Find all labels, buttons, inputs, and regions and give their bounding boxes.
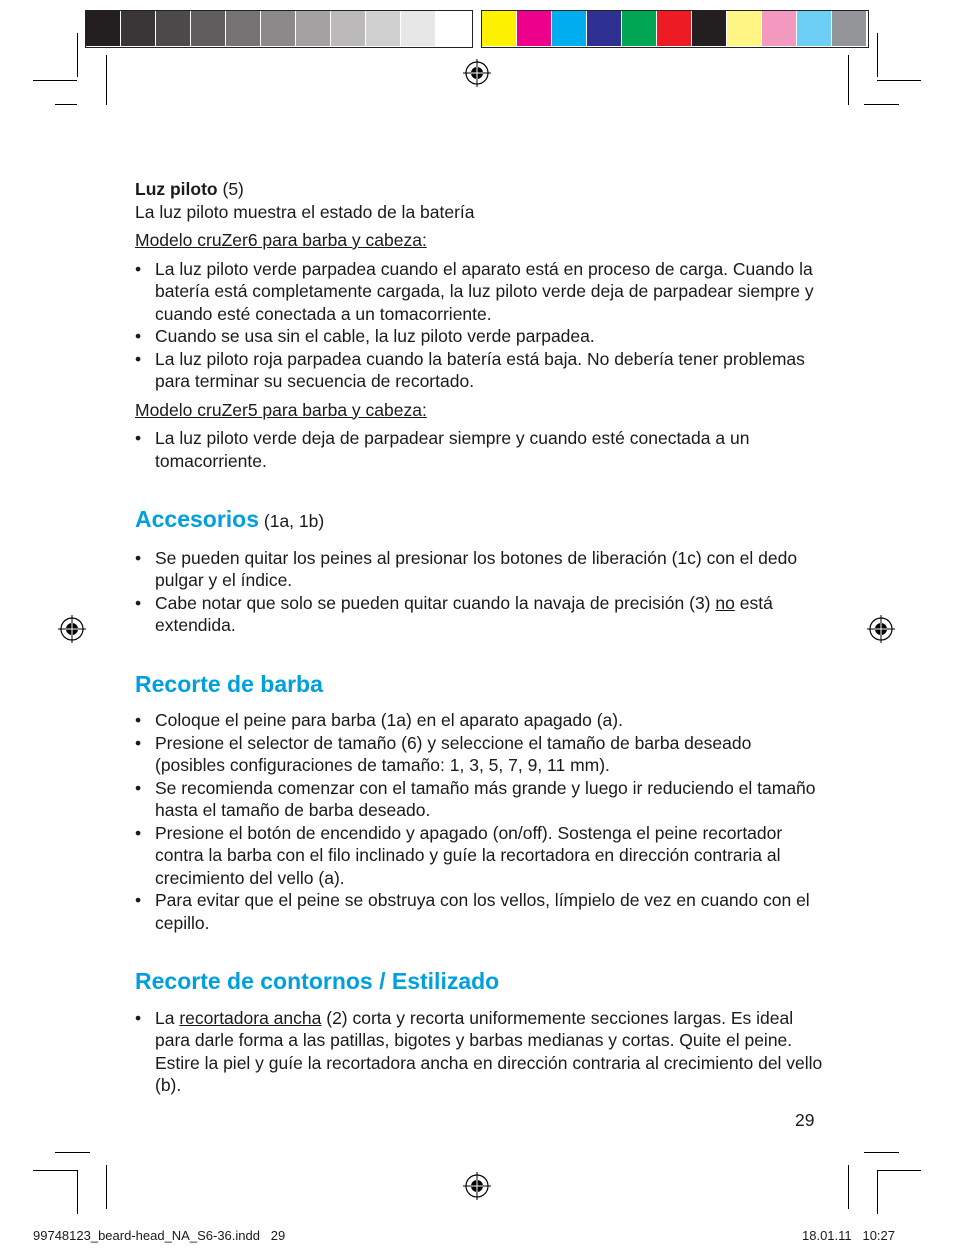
- luz-piloto-title-bold: Luz piloto: [135, 179, 218, 199]
- list-item: • Se pueden quitar los peines al presionar los botones de liberación (1c) con el dedo pulgar y el índice.: [135, 547, 825, 592]
- crop-mark: [33, 1170, 77, 1171]
- luz-piloto-ref: (5): [217, 179, 244, 199]
- color-swatch: [797, 11, 831, 46]
- footer-datetime: 18.01.11 10:27: [802, 1228, 896, 1243]
- model6-list: [135, 258, 825, 393]
- crop-mark: [877, 80, 921, 81]
- list-item: • La luz piloto roja parpadea cuando la batería está baja. No debería tener problemas para terminar su secuencia de recortado.: [135, 348, 825, 393]
- list-item: • Presione el selector de tamaño (6) y seleccione el tamaño de barba deseado (posibles configuraciones de tamaño: 1, 3, 5, 7, 9, 11 mm).: [135, 732, 825, 777]
- luz-piloto-title: [135, 178, 825, 201]
- gray-swatch: [331, 11, 365, 46]
- footer-file-info: 99748123_beard-head_NA_S6-36.indd 29: [33, 1228, 286, 1243]
- color-swatch: [482, 11, 516, 46]
- recorte-barba-list: [135, 709, 825, 934]
- list-item: • La luz piloto verde deja de parpadear siempre y cuando esté conectada a un tomacorriente.: [135, 427, 825, 472]
- model5-label: [135, 399, 825, 422]
- registration-mark-icon: [462, 58, 492, 88]
- contornos-item-after: (2) corta y recorta uniformemente secciones largas. Es ideal para darle forma a las patillas, bigotes y barbas medianas y cortas. Quite el peine. Estire la piel y guíe la recortadora ancha en dirección contraria al crecimiento del vello (b).: [155, 1007, 823, 1095]
- color-swatch: [622, 11, 656, 46]
- accesorios-item2-after: está extendida.: [155, 592, 773, 635]
- gray-swatch: [156, 11, 190, 46]
- gray-swatch: [401, 11, 435, 46]
- model6-label-text: Modelo cruZer6 para barba y cabeza:: [135, 230, 427, 250]
- crop-mark: [848, 1165, 849, 1209]
- list-item: • Cuando se usa sin el cable, la luz piloto verde parpadea.: [135, 325, 825, 348]
- crop-mark: [33, 80, 77, 81]
- crop-mark: [864, 1152, 899, 1153]
- crop-mark: [77, 33, 78, 77]
- gray-swatch: [86, 11, 120, 46]
- list-item: • Para evitar que el peine se obstruya con los vellos, límpielo de vez en cuando con el cepillo.: [135, 889, 825, 934]
- color-swatch: [552, 11, 586, 46]
- list-item: • La luz piloto verde parpadea cuando el aparato está en proceso de carga. Cuando la batería está completamente cargada, la luz piloto verde deja de parpadear siempre y cuando esté conectada a un tomacorriente.: [135, 258, 825, 326]
- recorte-contornos-heading: Recorte de contornos / Estilizado: [135, 968, 500, 994]
- gray-swatch: [121, 11, 155, 46]
- crop-mark: [877, 33, 878, 77]
- crop-mark: [55, 1152, 90, 1153]
- list-item: [135, 1007, 825, 1097]
- accesorios-item2-before: Cabe notar que solo se pueden quitar cuando la navaja de precisión (3): [155, 592, 716, 613]
- gray-swatch: [366, 11, 400, 46]
- list-item: • Presione el botón de encendido y apagado (on/off). Sostenga el peine recortador contra la barba con el filo inclinado y guíe la recortadora en dirección contraria al crecimiento del vello (a).: [135, 822, 825, 890]
- color-swatch: [762, 11, 796, 46]
- crop-mark: [848, 55, 849, 105]
- gray-swatch: [296, 11, 330, 46]
- page-number: 29: [795, 1110, 815, 1130]
- gray-swatch: [436, 11, 470, 46]
- color-swatch: [832, 11, 866, 46]
- color-swatch: [517, 11, 551, 46]
- recorte-contornos-list: [135, 1007, 825, 1097]
- model5-label-text: Modelo cruZer5 para barba y cabeza:: [135, 399, 427, 420]
- accesorios-heading-ref: (1a, 1b): [259, 511, 325, 531]
- crop-mark: [106, 1165, 107, 1209]
- registration-mark-icon: [57, 614, 87, 644]
- accesorios-heading-text: Accesorios: [135, 506, 260, 532]
- list-item: [135, 592, 825, 637]
- crop-mark: [106, 55, 107, 105]
- recorte-barba-heading: Recorte de barba: [135, 670, 323, 697]
- color-swatch: [692, 11, 726, 46]
- gray-swatch: [261, 11, 295, 46]
- color-swatch: [587, 11, 621, 46]
- gray-swatch: [226, 11, 260, 46]
- model6-label: [135, 229, 825, 252]
- contornos-item-emphasis: recortadora ancha: [179, 1007, 322, 1028]
- list-item: • Se recomienda comenzar con el tamaño más grande y luego ir reduciendo el tamaño hasta el tamaño de barba deseado.: [135, 777, 825, 822]
- registration-mark-icon: [462, 1171, 492, 1201]
- crop-mark: [877, 1170, 878, 1214]
- color-swatch: [727, 11, 761, 46]
- luz-piloto-intro: La luz piloto muestra el estado de la batería: [135, 201, 475, 222]
- accesorios-heading: [135, 508, 825, 533]
- page-content: [135, 178, 825, 1103]
- crop-mark: [864, 104, 899, 105]
- model5-list: [135, 427, 825, 472]
- color-swatch: [657, 11, 691, 46]
- crop-mark: [877, 1170, 921, 1171]
- accesorios-list: [135, 547, 825, 637]
- registration-mark-icon: [866, 614, 896, 644]
- list-item: • Coloque el peine para barba (1a) en el aparato apagado (a).: [135, 709, 825, 732]
- contornos-item-before: La: [155, 1007, 180, 1028]
- crop-mark: [55, 104, 77, 105]
- crop-mark: [77, 1170, 78, 1214]
- accesorios-item2-emphasis: no: [715, 592, 735, 613]
- gray-swatch: [191, 11, 225, 46]
